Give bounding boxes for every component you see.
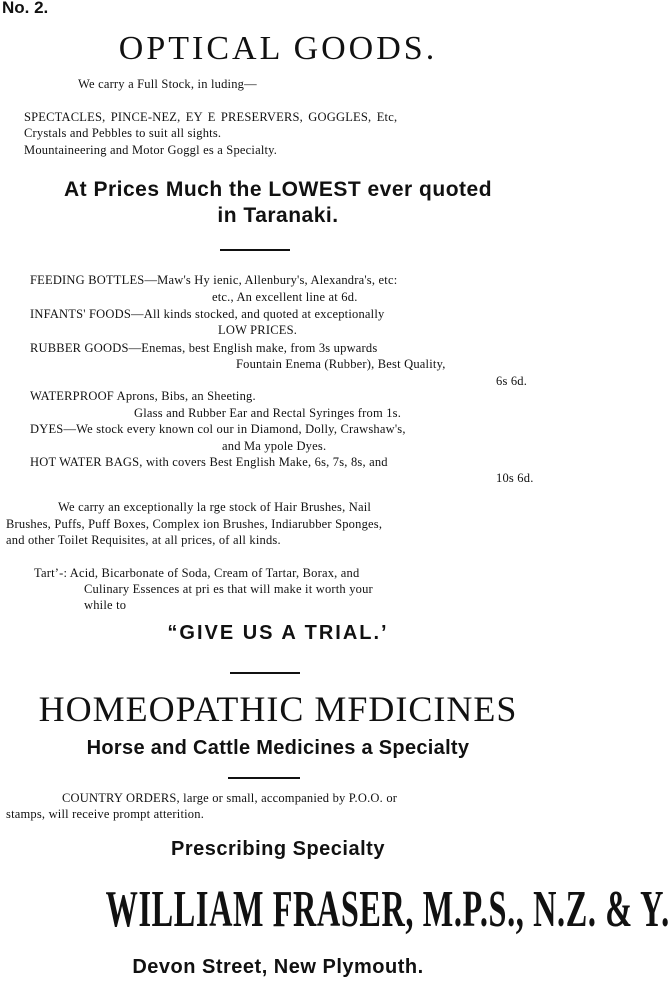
fountain-enema-line: Fountain Enema (Rubber), Best Quality, xyxy=(236,357,446,371)
intro-line: We carry a Full Stock, in luding— xyxy=(78,77,257,91)
country-orders-line-1: COUNTRY ORDERS, large or small, accompanied by P.O.O. or xyxy=(62,791,398,805)
price-headline-2: in Taranaki. xyxy=(217,204,339,227)
rubber-goods-line: RUBBER GOODS—Enemas, best English make, from 3s upwards xyxy=(30,341,378,355)
tartaric-line-1: Tart’-: Acid, Bicarbonate of Soda, Cream of Tartar, Borax, and xyxy=(34,566,360,580)
hot-water-bags-line: HOT WATER BAGS, with covers Best English Make, 6s, 7s, 8s, and xyxy=(30,455,388,469)
feeding-bottles-line: FEEDING BOTTLES—Maw's Hy ienic, Allenbury's, Alexandra's, etc: xyxy=(30,273,398,287)
divider-2 xyxy=(230,672,300,674)
country-orders-line-2: stamps, will receive prompt atterition. xyxy=(6,807,205,821)
feeding-bottles-line-2: etc., An excellent line at 6d. xyxy=(212,290,358,304)
give-us-a-trial: “GIVE US A TRIAL.’ xyxy=(167,622,389,644)
devon-street-address: Devon Street, New Plymouth. xyxy=(132,956,424,978)
crystals-line: Crystals and Pebbles to suit all sights. xyxy=(24,126,222,140)
dyes-line: DYES—We stock every known col our in Diamond, Dolly, Crawshaw's, xyxy=(30,422,406,436)
tartaric-line-2: Culinary Essences at pri es that will make it worth your xyxy=(84,582,373,596)
waterproof-line: WATERPROOF Aprons, Bibs, an Sheeting. xyxy=(30,389,256,403)
optical-goods-title: OPTICAL GOODS. xyxy=(118,30,438,67)
hot-water-bags-price: 10s 6d. xyxy=(496,471,534,485)
goggles-line: Mountaineering and Motor Goggl es a Specialty. xyxy=(24,143,278,157)
toilet-line-2: Brushes, Puffs, Puff Boxes, Complex ion Brushes, Indiarubber Sponges, xyxy=(6,517,383,531)
prescribing-specialty: Prescribing Specialty xyxy=(171,838,385,860)
infants-foods-line: INFANTS' FOODS—All kinds stocked, and quoted at exceptionally xyxy=(30,307,385,321)
maypole-dyes-line: and Ma ypole Dyes. xyxy=(222,439,327,453)
spectacles-line: SPECTACLES, PINCE-NEZ, EY E PRESERVERS, GOGGLES, Etc, xyxy=(24,110,398,124)
tartaric-line-3: while to xyxy=(84,598,127,612)
rubber-price-line: 6s 6d. xyxy=(496,374,528,388)
name-wrapper xyxy=(0,880,670,939)
toilet-line-3: and other Toilet Requisites, at all prices, of all kinds. xyxy=(6,533,281,547)
issue-number: No. 2. xyxy=(2,0,49,17)
toilet-line-1: We carry an exceptionally la rge stock of Hair Brushes, Nail xyxy=(58,500,372,514)
homeopathic-medicines-title: HOMEOPATHIC MFDICINES xyxy=(38,689,518,729)
divider-3 xyxy=(228,777,300,779)
syringes-line: Glass and Rubber Ear and Rectal Syringes from 1s. xyxy=(134,406,402,420)
william-fraser-name: WILLIAM FRASER, M.P.S., N.Z. & Y. xyxy=(105,881,670,938)
price-headline-1: At Prices Much the LOWEST ever quoted xyxy=(63,178,493,201)
horse-cattle-line: Horse and Cattle Medicines a Specialty xyxy=(86,737,470,759)
divider-1 xyxy=(220,249,290,251)
low-prices-line: LOW PRICES. xyxy=(218,323,298,337)
